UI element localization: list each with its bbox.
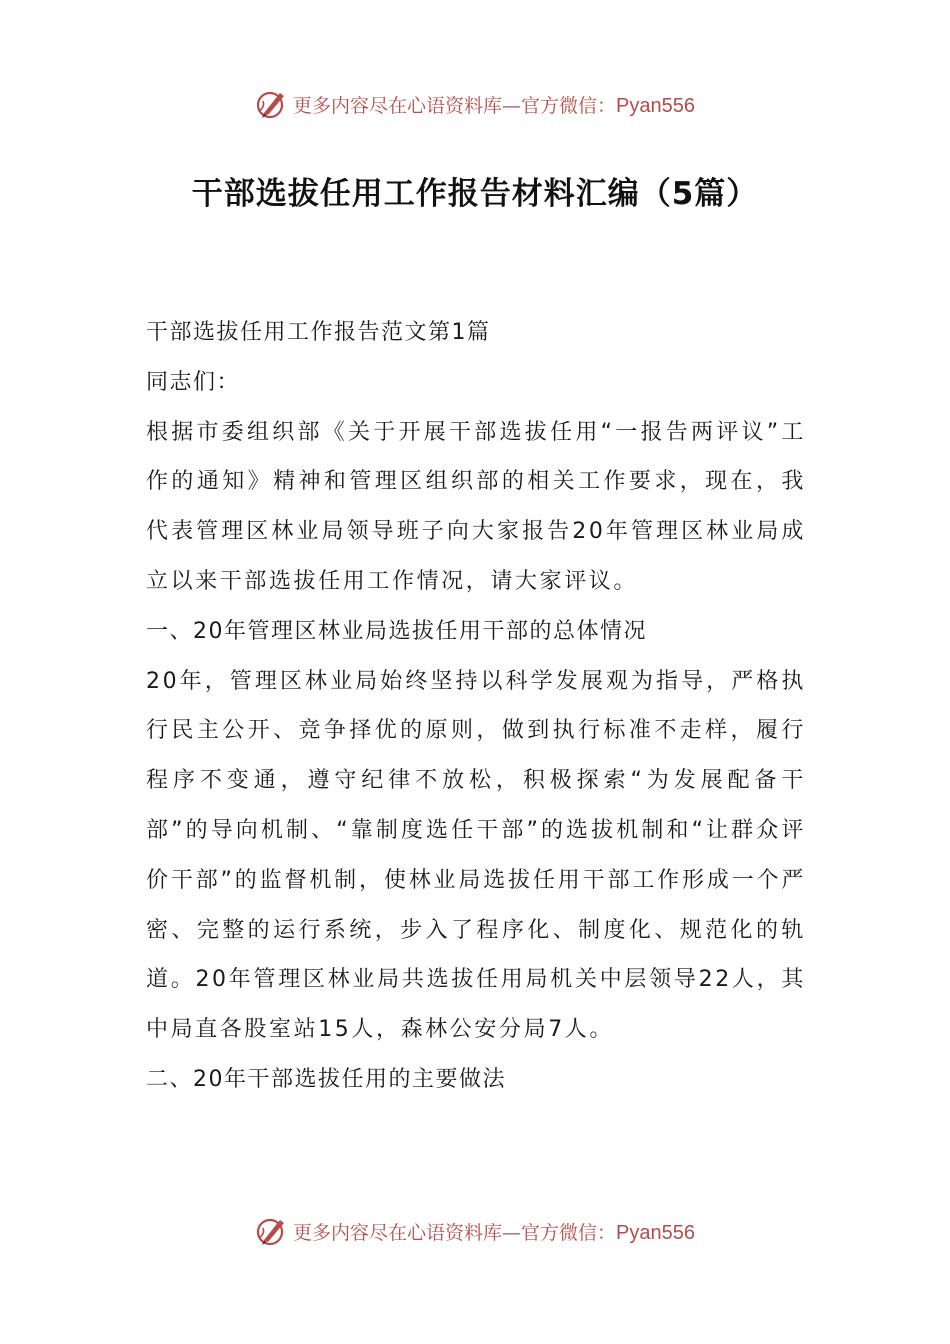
heading-overview: 一、20年管理区林业局选拔任用干部的总体情况 <box>146 618 647 644</box>
watermark-label <box>293 91 695 118</box>
watermark-id: Pyan556 <box>616 1221 695 1244</box>
overview-paragraph: 20年，管理区林业局始终坚持以科学发展观为指导，严格执行民主公开、竞争择优的原则，做到执行标准不走样，履行程序不变通，遵守纪律不放松，积极探索“为发展配备干部”的导向机制、“靠制度选任干部”的选拔机制和“让群众评价干部”的监督机制，使林业局选拔任用干部工作形成一个严密、完整的运行系统，步入了程序化、制度化、规范化的轨道。20年管理区林业局共选拔任用局机关中层领导22人，其中局直各股室站15人，森林公安分局7人。 <box>146 668 806 1043</box>
watermark-separator: — <box>502 94 522 117</box>
watermark-text: 更多内容尽在心语资料库 <box>293 1221 503 1244</box>
header-watermark <box>0 84 950 124</box>
footer-watermark <box>0 1211 950 1251</box>
salutation: 同志们： <box>146 369 241 395</box>
watermark-separator: — <box>502 1221 522 1244</box>
pen-logo-icon <box>255 87 289 121</box>
document-body <box>146 308 806 1105</box>
section-heading: 干部选拔任用工作报告范文第1篇 <box>146 320 491 345</box>
document-title: 干部选拔任用工作报告材料汇编（5篇） <box>191 176 759 212</box>
intro-paragraph: 根据市委组织部《关于开展干部选拔任用“一报告两评议”工作的通知》精神和管理区组织部的相关工作要求，现在，我代表管理区林业局领导班子向大家报告20年管理区林业局成立以来干部选拔任用工作情况，请大家评议。 <box>146 419 806 594</box>
watermark-suffix: 官方微信： <box>521 1221 617 1244</box>
pen-logo-icon <box>255 1214 289 1248</box>
watermark-label <box>293 1218 695 1245</box>
watermark-suffix: 官方微信： <box>521 94 617 117</box>
watermark-text: 更多内容尽在心语资料库 <box>293 94 503 117</box>
heading-practices: 二、20年干部选拔任用的主要做法 <box>146 1066 506 1092</box>
watermark-id: Pyan556 <box>616 94 695 117</box>
